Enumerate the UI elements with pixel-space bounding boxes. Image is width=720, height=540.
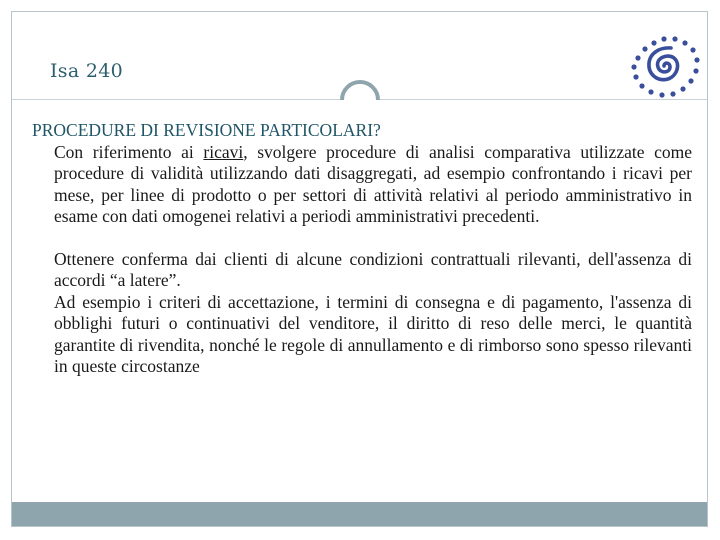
spiral-dots-icon	[624, 34, 704, 100]
paragraph-esempio-text: Ad esempio i criteri di accettazione, i termini di consegna e di pagamento, l'assenza di obblighi futuri o continuativi del venditore, il diritto di reso delle merci, le quantità garantite di rivendita, nonché le regole di annullamento e di rimborso sono spesso rilevanti in queste circostanze	[54, 291, 692, 376]
slide-content	[12, 100, 707, 500]
paragraph-ricavi-underlined: ricavi	[203, 141, 244, 162]
paragraph-ricavi-lead: Con riferimento ai	[54, 141, 204, 162]
paragraph-ricavi	[54, 142, 692, 228]
footer-bar	[12, 502, 707, 526]
paragraph-conferma-text: Ottenere conferma dai clienti di alcune condizioni contrattuali rilevanti, dell'assenza di accordi “a latere”.	[54, 248, 692, 290]
content-text	[32, 120, 692, 378]
paragraph-ricavi-rest: , svolgere procedure di analisi comparativa utilizzate come procedure di validità utilizzando dati disaggregati, ad esempio confrontando i ricavi per mese, per linee di prodotto o per settori di attività relativi al periodo amministrativo in esame con dati omogenei relativi a periodi amministrativi precedenti.	[54, 141, 692, 226]
slide-title: Isa 240	[50, 60, 123, 82]
paragraph-spacer	[32, 228, 692, 249]
slide-heading: PROCEDURE DI REVISIONE PARTICOLARI?	[32, 120, 381, 140]
paragraph-conferma	[54, 249, 692, 378]
